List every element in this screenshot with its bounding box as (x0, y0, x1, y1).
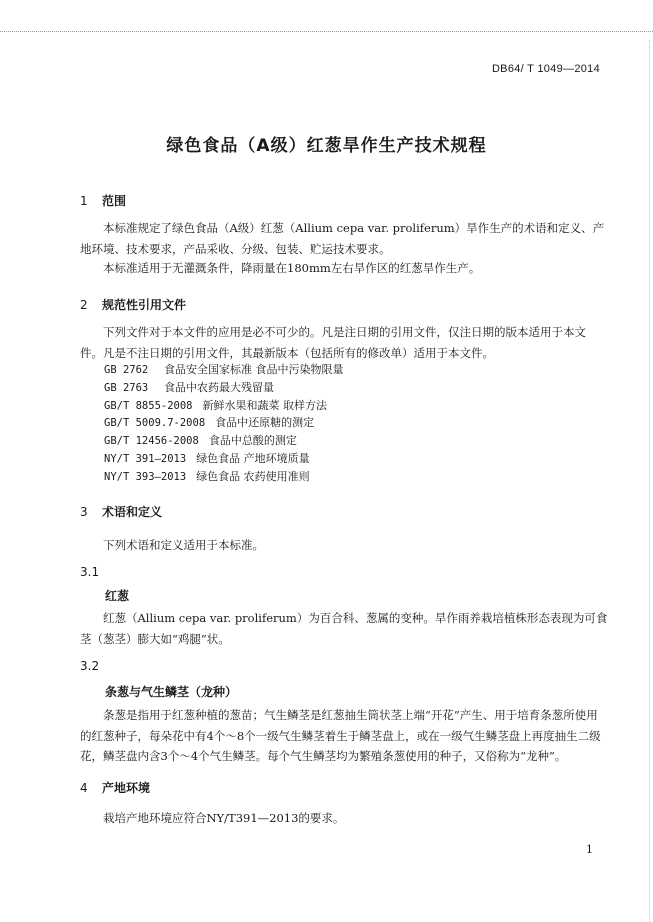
subsection-3-1-number: 3.1 (80, 565, 100, 579)
top-border-line (0, 31, 653, 32)
subsection-3-2-number: 3.2 (80, 659, 100, 673)
reference-item (104, 468, 344, 486)
section-1-title: 范围 (102, 194, 127, 208)
reference-name: 食品中总酸的测定 (208, 434, 297, 448)
reference-name: 绿色食品 农药使用准则 (196, 469, 310, 483)
page-number: 1 (586, 843, 593, 856)
section-2-para: 下列文件对于本文件的应用是必不可少的。凡是注日期的引用文件，仅注日期的版本适用于本文件。凡是不注日期的引用文件，其最新版本（包括所有的修改单）适用于本文件。 (80, 325, 586, 360)
section-3-para: 下列术语和定义适用于本标准。 (103, 538, 264, 552)
document-title: 绿色食品（A级）红葱旱作生产技术规程 (166, 136, 487, 156)
reference-code: NY/T 393—2013 (104, 470, 187, 483)
reference-item (104, 397, 344, 415)
reference-name: 新鲜水果和蔬菜 取样方法 (202, 398, 328, 412)
section-1-heading (80, 192, 126, 209)
reference-name: 食品安全国家标准 食品中污染物限量 (164, 363, 344, 376)
reference-code: NY/T 391—2013 (104, 452, 187, 465)
section-4-para: 栽培产地环境应符合NY/T391—2013的要求。 (103, 811, 345, 825)
section-4-number: 4 (80, 781, 88, 795)
reference-item (104, 379, 344, 397)
section-2-heading (80, 296, 186, 313)
section-2-number: 2 (80, 298, 88, 312)
section-1-para-2: 本标准适用于无灌溉条件，降雨量在180mm左右旱作区的红葱旱作生产。 (103, 261, 481, 275)
section-4-heading (80, 779, 150, 796)
reference-code: GB 2762 (104, 364, 149, 376)
section-4-title: 产地环境 (102, 781, 151, 795)
section-1-number: 1 (80, 194, 88, 208)
section-3-heading (80, 503, 162, 520)
reference-code: GB 2763 (104, 381, 149, 394)
reference-code: GB/T 5009.7-2008 (104, 417, 206, 430)
reference-item (104, 432, 344, 450)
section-3-title: 术语和定义 (102, 505, 163, 519)
term-3-1-definition: 红葱（Allium cepa var. proliferum）为百合科、葱属的变种。旱作雨养栽培植株形态表现为可食茎（葱茎）膨大如“鸡腿”状。 (80, 611, 608, 646)
reference-name: 食品中农药最大残留量 (164, 380, 274, 394)
standard-code: DB64/ T 1049—2014 (491, 63, 600, 75)
normative-reference-list (104, 361, 344, 486)
term-3-2: 条葱与气生鳞茎（龙种） (105, 685, 238, 699)
reference-item (104, 414, 344, 432)
right-scan-edge (649, 40, 650, 922)
reference-item (104, 450, 344, 468)
section-1-para-1: 本标准规定了绿色食品（A级）红葱（Allium cepa var. proliferum）旱作生产的术语和定义、产地环境、技术要求，产品采收、分级、包装、贮运技术要求。 (80, 221, 605, 256)
section-2-title: 规范性引用文件 (102, 298, 187, 312)
section-3-number: 3 (80, 505, 88, 519)
reference-code: GB/T 8855-2008 (104, 399, 193, 412)
reference-name: 食品中还原糖的测定 (215, 416, 315, 430)
reference-item (104, 361, 344, 379)
term-3-2-definition: 条葱是指用于红葱种植的葱苗；气生鳞茎是红葱抽生筒状茎上端“开花”产生、用于培育条葱所使用的红葱种子，每朵花中有4个～8个一级气生鳞茎着生于鳞茎盘上，或在一级气生鳞茎盘上再度抽生二级花，鳞茎盘内含3个～4个气生鳞茎。每个气生鳞茎均为繁殖条葱使用的种子，又俗称为“龙种”。 (80, 708, 601, 763)
reference-code: GB/T 12456-2008 (104, 435, 199, 448)
term-3-1: 红葱 (105, 589, 130, 603)
reference-name: 绿色食品 产地环境质量 (196, 451, 310, 465)
